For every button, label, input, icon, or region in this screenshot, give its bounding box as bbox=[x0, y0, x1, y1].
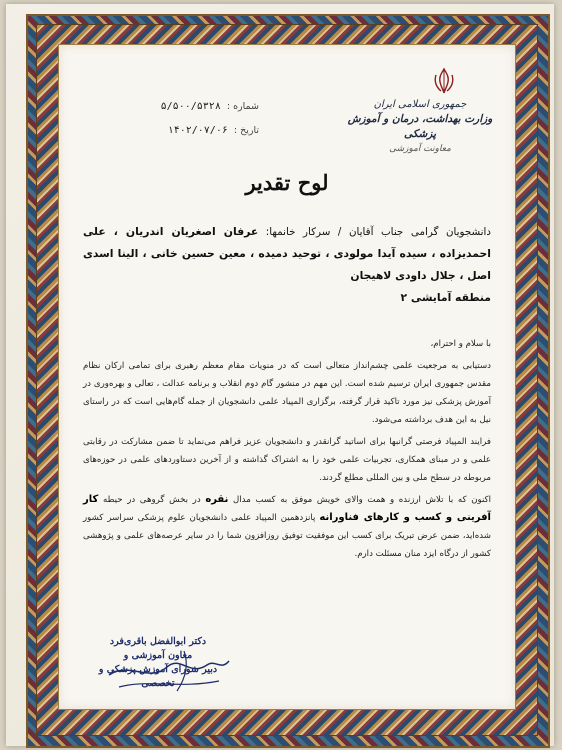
paragraph-3-part-a: اکنون که با تلاش ارزنده و همت والای خویش موفق به کسب مدال bbox=[233, 495, 492, 505]
paragraph-3 bbox=[83, 491, 491, 563]
paragraph-2: فرایند المپیاد فرصتی گرانبها برای اساتید گرانقدر و دانشجویان عزیز فراهم می‌نماید تا ضمن مشارکت در رقابتی علمی و در مبنای همکاری، تجربیات علمی خود را به اشتراک گذاشته و از آخرین دستاوردهای علمی در حوزه‌های مربوطه در سطح ملی و بین المللی مطلع گردند. bbox=[83, 437, 491, 483]
certificate-frame bbox=[6, 4, 554, 746]
certificate-paper bbox=[58, 44, 516, 710]
signer-role-2: دبیر شورای آموزش پزشکی و تخصصی bbox=[98, 664, 218, 689]
number-row bbox=[69, 95, 259, 119]
medal-name: نقره bbox=[205, 494, 229, 505]
ministry-name: وزارت بهداشت، درمان و آموزش پزشکی bbox=[347, 113, 493, 140]
paragraph-3-part-c: پانزدهمین المپیاد علمی دانشجویان علوم پزشکی سراسر کشور شده‌اید، ضمن عرض تبریک برای کسب این موفقیت توفیق روزافزون شما را در سایر عرصه‌های علمی و پژوهشی کشور از درگاه ایزد منان مسئلت دارم. bbox=[83, 513, 491, 559]
date-row bbox=[69, 119, 259, 143]
recipients-names: عرفان اصغریان اندریان ، علی احمدیزاده ، سیده آیدا مولودی ، توحید دمیده ، معین حسین خانی ، الینا اسدی اصل ، جلال داودی لاهیجان bbox=[83, 225, 491, 282]
deputy-name: معاونت آموزشی bbox=[389, 144, 451, 154]
iran-emblem-icon bbox=[431, 67, 457, 95]
country-name: جمهوری اسلامی ایران bbox=[373, 99, 467, 110]
recipients-intro: دانشجویان گرامی جناب آقایان / سرکار خانمها: bbox=[265, 226, 491, 238]
field-name: کار آفرینی و کسب و کارهای فناورانه bbox=[83, 494, 491, 523]
date-label: تاریخ : bbox=[233, 125, 259, 136]
document-meta bbox=[69, 95, 259, 143]
greeting: با سلام و احترام، bbox=[430, 339, 491, 349]
number-value: ۵/۵۰۰/۵۳۲۸ bbox=[160, 101, 221, 112]
date-value: ۱۴۰۲/۰۷/۰۶ bbox=[167, 125, 228, 136]
region-label: منطقه آمایشی ۲ bbox=[400, 291, 491, 304]
paragraph-3-part-b: در بخش گروهی در حیطه bbox=[102, 495, 201, 505]
recipients-block bbox=[83, 221, 491, 309]
certificate-title: لوح تقدیر bbox=[245, 170, 329, 195]
signer-role-1: معاون آموزشی و bbox=[123, 650, 193, 661]
signer-name: دکتر ابوالفضل باقری‌فرد bbox=[109, 636, 207, 647]
certificate-body bbox=[83, 335, 491, 567]
signature-block bbox=[93, 635, 223, 691]
ministry-header bbox=[345, 97, 495, 157]
paragraph-1: دستیابی به مرجعیت علمی چشم‌انداز متعالی است که در منویات مقام معظم رهبری برای تمامی ارکان نظام مقدس جمهوری ایران ترسیم شده است. این مهم در منشور گام دوم انقلاب و برنامه عدالت ، تعالی و بهره‌وری در آموزش پزشکی نیز مورد تاکید قرار گرفته، برگزاری المپیاد علمی دانشجویان از جمله گام‌هایی است که در راستای نیل به این هدف برداشته می‌شود. bbox=[83, 361, 491, 425]
number-label: شماره : bbox=[226, 101, 259, 112]
